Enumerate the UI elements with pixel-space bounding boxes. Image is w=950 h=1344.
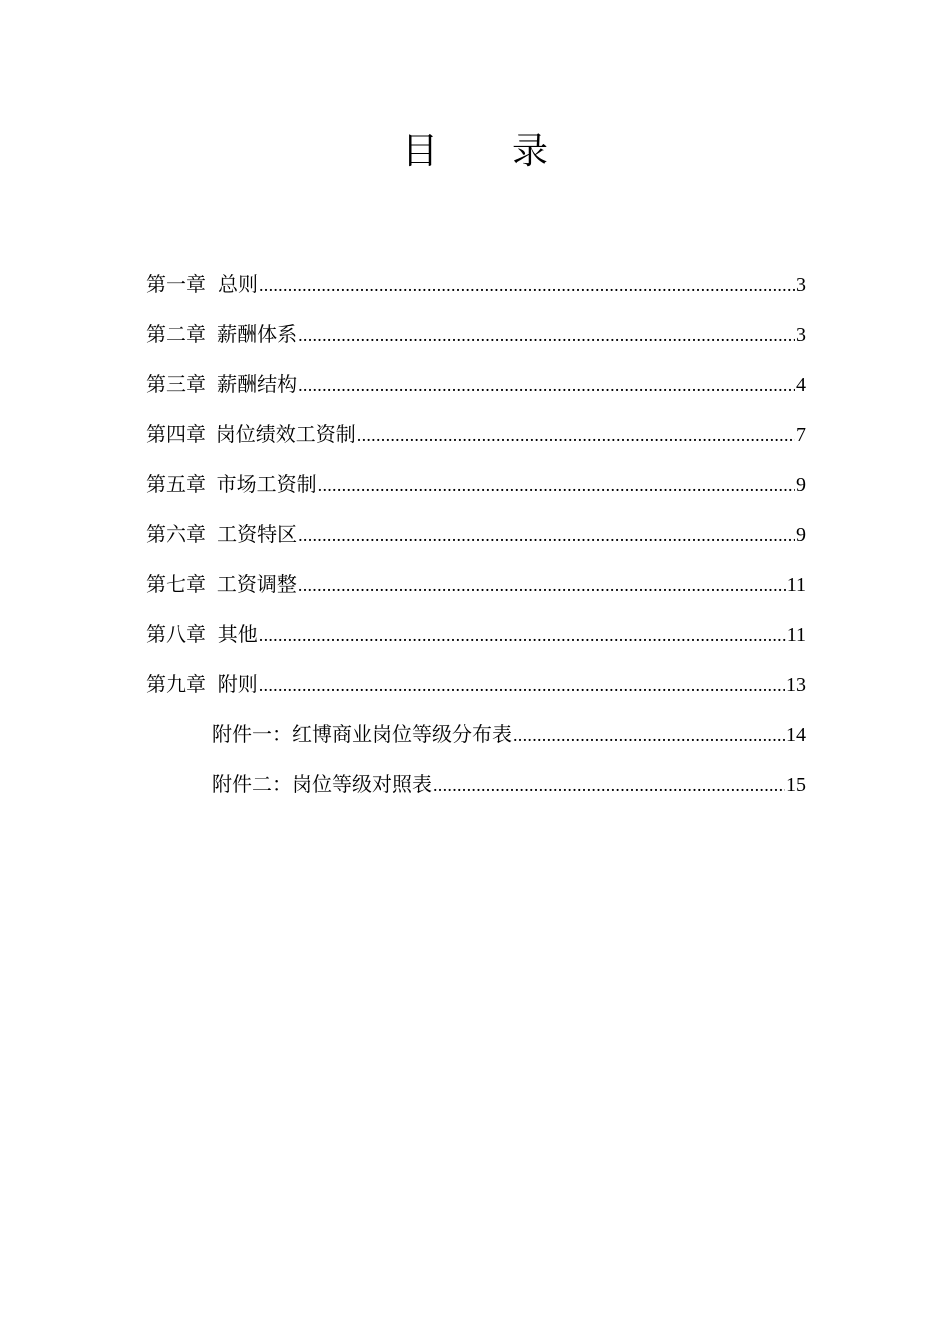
toc-entry[interactable] [146, 368, 806, 418]
chapter-number: 第一章 [146, 272, 206, 296]
chapter-number: 第八章 [146, 622, 206, 646]
page-number: 3 [796, 274, 806, 296]
entry-title: 工资调整 [216, 572, 297, 596]
dot-leader [259, 619, 786, 651]
entry-title: 工资特区 [217, 522, 298, 546]
dot-leader [298, 369, 795, 401]
toc-attachment-entry[interactable] [146, 718, 806, 768]
chapter-number: 第六章 [146, 522, 206, 546]
entry-title: 总则 [217, 272, 258, 296]
page-number: 11 [786, 624, 806, 646]
toc-heading-char-2: 录 [512, 131, 549, 172]
page-number: 15 [786, 774, 806, 796]
entry-title: 薪酬体系 [217, 322, 298, 346]
page-number: 9 [796, 524, 806, 546]
toc-heading [0, 128, 950, 176]
dot-leader [298, 319, 795, 351]
page-number: 11 [786, 574, 806, 596]
dot-leader [513, 719, 785, 751]
page-number: 4 [796, 374, 806, 396]
toc-entry[interactable] [146, 418, 806, 468]
entry-title: 岗位绩效工资制 [215, 422, 356, 446]
dot-leader [298, 569, 786, 601]
dot-leader [259, 269, 795, 301]
dot-leader [357, 419, 795, 451]
chapter-number: 第九章 [146, 672, 206, 696]
toc-list [146, 268, 806, 818]
dot-leader [433, 769, 785, 801]
dot-leader [298, 519, 795, 551]
entry-title: 市场工资制 [216, 472, 317, 496]
toc-entry[interactable] [146, 318, 806, 368]
dot-leader [318, 469, 795, 501]
attachment-title: 附件二：岗位等级对照表 [212, 772, 432, 796]
toc-entry[interactable] [146, 668, 806, 718]
toc-entry[interactable] [146, 568, 806, 618]
toc-attachment-entry[interactable] [146, 768, 806, 818]
toc-entry[interactable] [146, 518, 806, 568]
entry-title: 附则 [217, 672, 258, 696]
entry-title: 其他 [217, 622, 258, 646]
toc-heading-char-1: 目 [401, 131, 438, 172]
toc-entry[interactable] [146, 618, 806, 668]
page-number: 3 [796, 324, 806, 346]
dot-leader [259, 669, 785, 701]
chapter-number: 第三章 [146, 372, 206, 396]
page-number: 13 [786, 674, 806, 696]
entry-title: 薪酬结构 [217, 372, 298, 396]
page-number: 14 [786, 724, 806, 746]
chapter-number: 第五章 [146, 472, 206, 496]
page-number: 7 [796, 424, 806, 446]
chapter-number: 第四章 [146, 422, 206, 446]
chapter-number: 第七章 [146, 572, 206, 596]
toc-entry[interactable] [146, 468, 806, 518]
chapter-number: 第二章 [146, 322, 206, 346]
toc-entry[interactable] [146, 268, 806, 318]
page-number: 9 [796, 474, 806, 496]
attachment-title: 附件一：红博商业岗位等级分布表 [212, 722, 512, 746]
